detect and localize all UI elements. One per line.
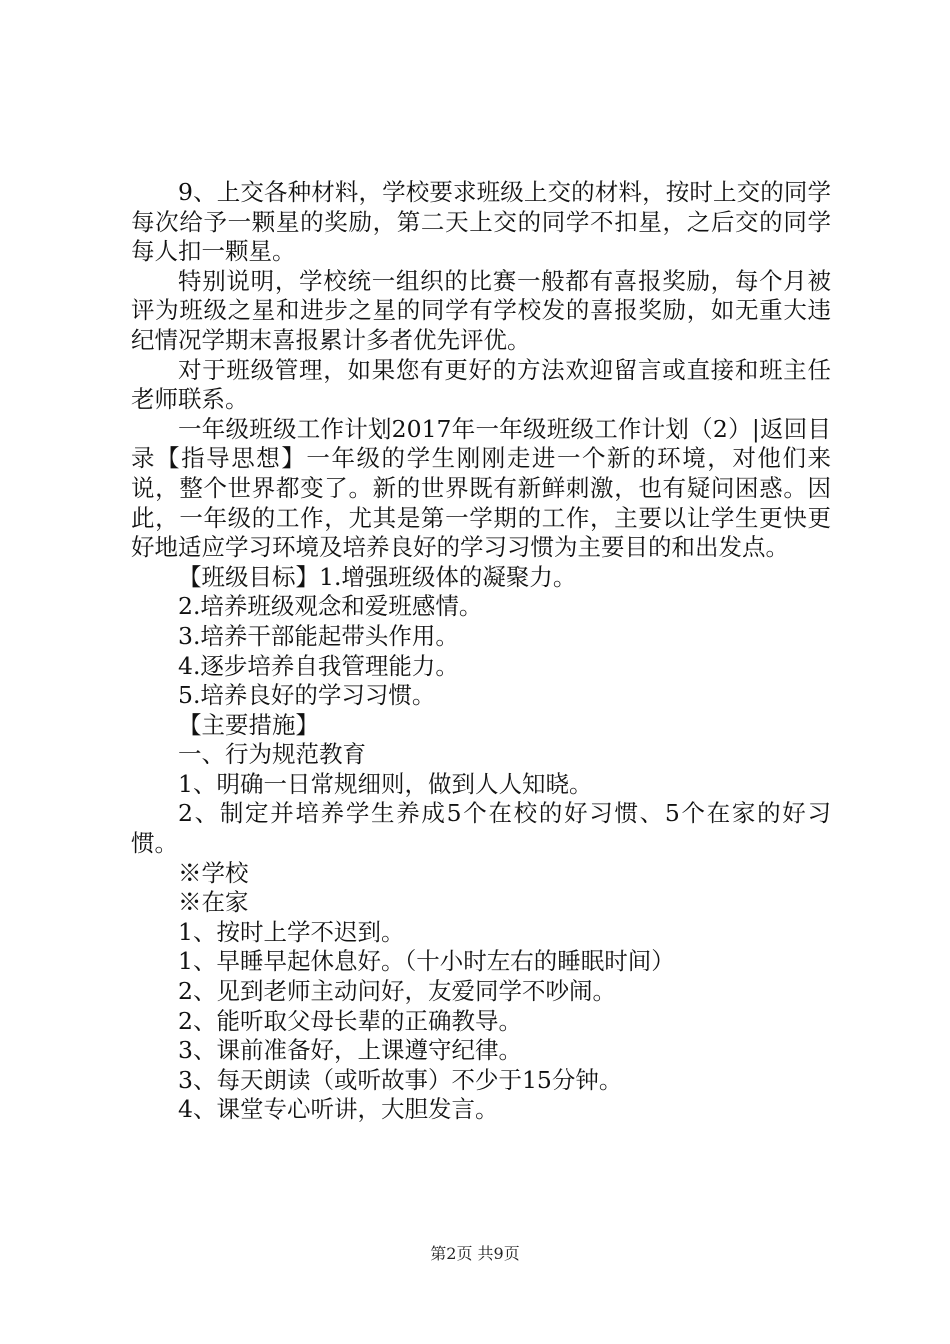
page-number-footer: 第2页 共9页	[430, 1244, 520, 1263]
paragraph: 一、行为规范教育	[178, 740, 366, 769]
paragraph: 5.培养良好的学习习惯。	[178, 681, 436, 710]
paragraph: 2.培养班级观念和爱班感情。	[178, 592, 483, 621]
paragraph: ※在家	[178, 888, 249, 917]
paragraph: 一年级班级工作计划2017年一年级班级工作计划（2）|返回目录【指导思想】一年级的学生刚刚走进一个新的环境，对他们来说，整个世界都变了。新的世界既有新鲜刺激，也有疑问困惑。因此，一年级的工作，尤其是第一学期的工作，主要以让学生更快更好地适应学习环境及培养良好的学习习惯为主要目的和出发点。	[131, 414, 831, 562]
paragraph: 3、课前准备好，上课遵守纪律。	[178, 1036, 522, 1065]
paragraph: 9、上交各种材料，学校要求班级上交的材料，按时上交的同学每次给予一颗星的奖励，第二天上交的同学不扣星，之后交的同学每人扣一颗星。	[131, 178, 831, 266]
paragraph: 1、早睡早起休息好。（十小时左右的睡眠时间）	[178, 947, 675, 976]
paragraph: 【主要措施】	[178, 710, 319, 739]
paragraph: 2、制定并培养学生养成5个在校的好习惯、5个在家的好习惯。	[131, 799, 831, 858]
paragraph: 3、每天朗读（或听故事）不少于15分钟。	[178, 1065, 623, 1094]
paragraph: 1、按时上学不迟到。	[178, 917, 405, 946]
paragraph: 特别说明，学校统一组织的比赛一般都有喜报奖励，每个月被评为班级之星和进步之星的同学有学校发的喜报奖励，如无重大违纪情况学期末喜报累计多者优先评优。	[131, 266, 831, 354]
document-body	[131, 178, 831, 1125]
paragraph: 2、能听取父母长辈的正确教导。	[178, 1006, 522, 1035]
paragraph: 1、明确一日常规细则，做到人人知晓。	[178, 769, 593, 798]
paragraph: 2、见到老师主动问好，友爱同学不吵闹。	[178, 977, 616, 1006]
paragraph: 【班级目标】1.增强班级体的凝聚力。	[178, 562, 577, 591]
paragraph: 3.培养干部能起带头作用。	[178, 621, 459, 650]
paragraph: 对于班级管理，如果您有更好的方法欢迎留言或直接和班主任老师联系。	[131, 355, 831, 414]
paragraph: 4、课堂专心听讲，大胆发言。	[178, 1095, 499, 1124]
paragraph: 4.逐步培养自我管理能力。	[178, 651, 459, 680]
paragraph: ※学校	[178, 858, 249, 887]
